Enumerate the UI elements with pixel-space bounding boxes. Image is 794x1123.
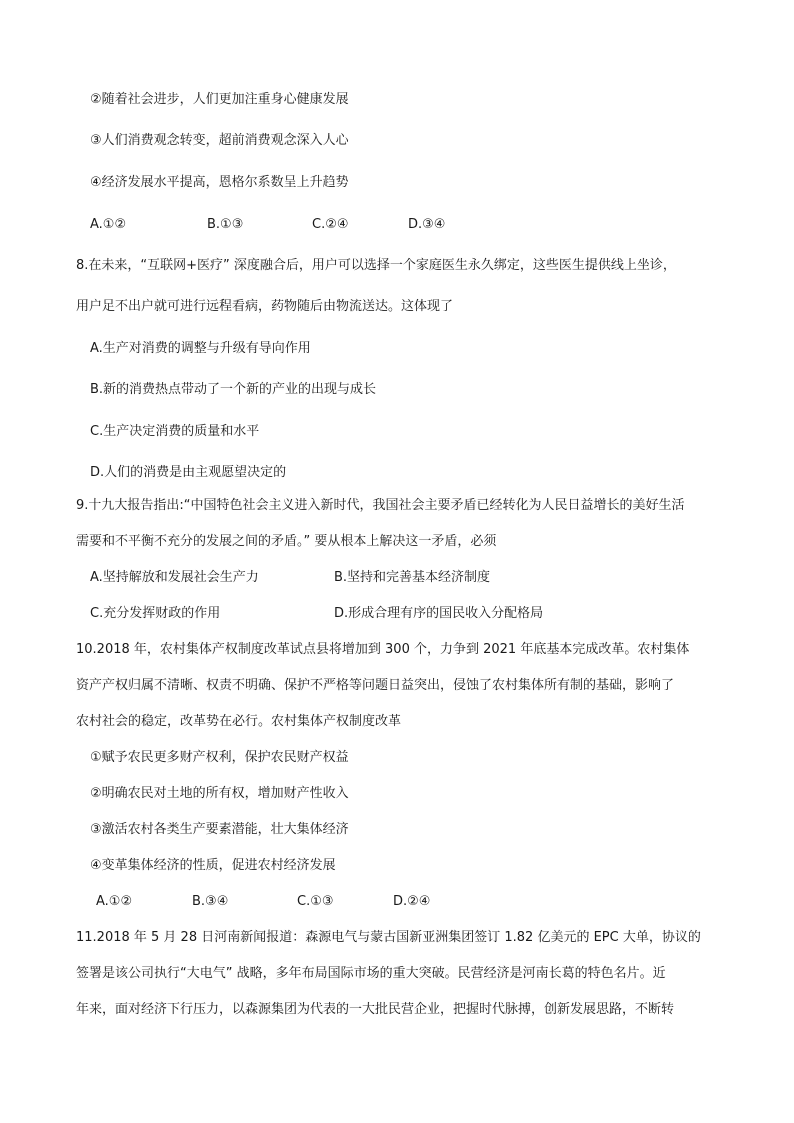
q7-option-b: B.①③ [207,217,244,232]
q8-stem-line-1: 8.在未来，“互联网+医疗” 深度融合后，用户可以选择一个家庭医生永久绑定，这些医生提供线上坐诊， [76,258,676,273]
q11-stem-line-1: 11.2018 年 5 月 28 日河南新闻报道：森源电气与蒙古国新亚洲集团签订 1.82 亿美元的 EPC 大单，协议的 [76,930,701,945]
q7-option-a: A.①② [90,217,127,232]
q8-option-c: C.生产决定消费的质量和水平 [90,424,260,439]
q7-item-3: ③人们消费观念转变，超前消费观念深入人心 [90,133,349,148]
q10-stem-line-2: 资产产权归属不清晰、权责不明确、保护不严格等问题日益突出，侵蚀了农村集体所有制的基础，影响了 [76,678,675,693]
q8-option-a: A.生产对消费的调整与升级有导向作用 [90,341,311,356]
q10-item-3: ③激活农村各类生产要素潜能，壮大集体经济 [90,822,349,837]
q10-item-1: ①赋予农民更多财产权利，保护农民财产权益 [90,750,349,765]
q10-option-b: B.③④ [192,894,229,909]
q9-option-d: D.形成合理有序的国民收入分配格局 [334,606,544,621]
q8-option-d: D.人们的消费是由主观愿望决定的 [90,465,287,480]
q10-option-d: D.②④ [393,894,431,909]
q9-stem-line-1: 9.十九大报告指出:“中国特色社会主义进入新时代，我国社会主要矛盾已经转化为人民日益增长的美好生活 [76,498,685,513]
q9-stem-line-2: 需要和不平衡不充分的发展之间的矛盾。” 要从根本上解决这一矛盾，必须 [76,534,497,549]
q10-stem-line-3: 农村社会的稳定，改革势在必行。农村集体产权制度改革 [76,714,402,729]
q8-stem-line-2: 用户足不出户就可进行远程看病，药物随后由物流送达。这体现了 [76,299,454,314]
q10-item-4: ④变革集体经济的性质，促进农村经济发展 [90,858,336,873]
q7-item-4: ④经济发展水平提高，恩格尔系数呈上升趋势 [90,175,349,190]
q9-option-b: B.坚持和完善基本经济制度 [334,570,491,585]
q10-option-c: C.①③ [297,894,334,909]
q8-option-b: B.新的消费热点带动了一个新的产业的出现与成长 [90,382,377,397]
q7-item-2: ②随着社会进步，人们更加注重身心健康发展 [90,92,349,107]
q7-option-c: C.②④ [312,217,349,232]
q7-option-d: D.③④ [408,217,446,232]
q10-item-2: ②明确农民对土地的所有权，增加财产性收入 [90,786,349,801]
q10-stem-line-1: 10.2018 年，农村集体产权制度改革试点县将增加到 300 个，力争到 2021 年底基本完成改革。农村集体 [76,642,690,657]
q11-stem-line-3: 年来，面对经济下行压力，以森源集团为代表的一大批民营企业，把握时代脉搏，创新发展思路，不断转 [76,1002,675,1017]
q10-option-a: A.①② [96,894,133,909]
q11-stem-line-2: 签署是该公司执行“大电气” 战略，多年布局国际市场的重大突破。民营经济是河南长葛的特色名片。近 [76,966,666,981]
q9-option-a: A.坚持解放和发展社会生产力 [90,570,259,585]
q9-option-c: C.充分发挥财政的作用 [90,606,221,621]
